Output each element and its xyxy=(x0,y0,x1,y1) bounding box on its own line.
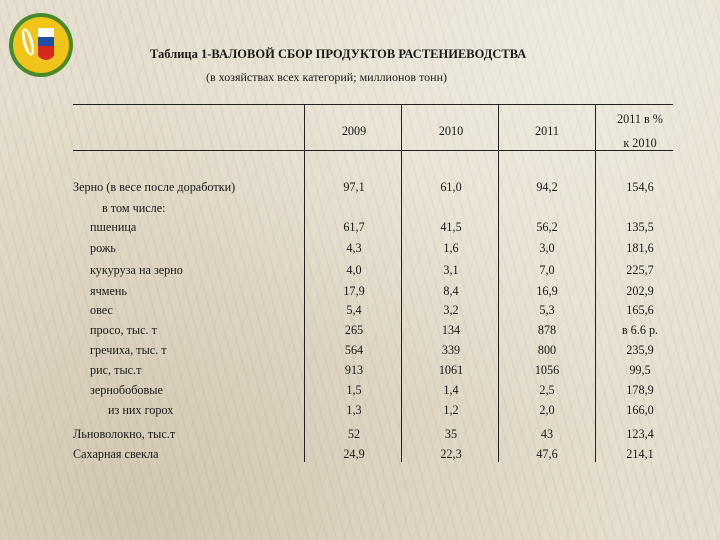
table-cell: 913 xyxy=(344,363,364,377)
row-label: из них горох xyxy=(108,403,174,417)
table-cell: 4,0 xyxy=(346,263,362,277)
table-cell: 97,1 xyxy=(343,180,365,194)
row-label: Сахарная свекла xyxy=(73,447,159,461)
table-cell: 61,7 xyxy=(343,220,365,234)
row-label: рожь xyxy=(90,241,116,255)
table-cell: 154,6 xyxy=(626,180,654,194)
table-cell: 166,0 xyxy=(626,403,654,417)
column-header-2011: 2011 xyxy=(535,124,559,138)
column-divider xyxy=(595,104,596,462)
row-label: Льноволокно, тыс.т xyxy=(73,427,176,441)
table-cell: 134 xyxy=(441,323,461,337)
table-cell: 202,9 xyxy=(626,284,654,298)
table-cell: 24,9 xyxy=(343,447,365,461)
table-top-rule xyxy=(73,104,673,105)
row-label: ячмень xyxy=(90,284,127,298)
table-cell: 41,5 xyxy=(440,220,462,234)
row-label: зернобобовые xyxy=(90,383,163,397)
column-divider xyxy=(498,104,499,462)
table-cell: 56,2 xyxy=(536,220,558,234)
table-cell: 3,1 xyxy=(443,263,459,277)
table-cell: 5,3 xyxy=(539,303,555,317)
column-header-2009: 2009 xyxy=(341,124,367,138)
table-cell: 3,2 xyxy=(443,303,459,317)
table-cell: 800 xyxy=(537,343,557,357)
table-cell: 52 xyxy=(347,427,361,441)
row-label: гречиха, тыс. т xyxy=(90,343,167,357)
table-cell: 1061 xyxy=(438,363,464,377)
table-cell: 1,4 xyxy=(443,383,459,397)
row-label: просо, тыс. т xyxy=(90,323,157,337)
table-cell: 35 xyxy=(444,427,458,441)
table-cell: 61,0 xyxy=(440,180,462,194)
table-header-rule xyxy=(73,150,673,151)
table-cell: 2,0 xyxy=(539,403,555,417)
table-cell: 878 xyxy=(537,323,557,337)
column-header-percent: 2011 в % xyxy=(617,112,663,126)
table-cell: 564 xyxy=(344,343,364,357)
row-label: пшеница xyxy=(90,220,137,234)
row-label: овес xyxy=(90,303,113,317)
table-cell: 123,4 xyxy=(626,427,654,441)
table-cell: 181,6 xyxy=(626,241,654,255)
table-cell: 99,5 xyxy=(629,363,651,377)
table-cell: 22,3 xyxy=(440,447,462,461)
table-cell: 1056 xyxy=(534,363,560,377)
row-label: в том числе: xyxy=(102,201,166,215)
table-cell: 1,2 xyxy=(443,403,459,417)
row-label: кукуруза на зерно xyxy=(90,263,183,277)
table-cell: 1,3 xyxy=(346,403,362,417)
table-cell: 165,6 xyxy=(626,303,654,317)
row-label: рис, тыс.т xyxy=(90,363,142,377)
table-cell: 3,0 xyxy=(539,241,555,255)
table-cell: 135,5 xyxy=(626,220,654,234)
table-cell: 47,6 xyxy=(536,447,558,461)
column-divider xyxy=(401,104,402,462)
table-cell: 339 xyxy=(441,343,461,357)
table-cell: 178,9 xyxy=(626,383,654,397)
table-cell: 4,3 xyxy=(346,241,362,255)
column-divider xyxy=(304,104,305,462)
table-cell: 8,4 xyxy=(443,284,459,298)
table-cell: 235,9 xyxy=(626,343,654,357)
ministry-emblem-icon xyxy=(8,8,74,82)
table-cell: 5,4 xyxy=(346,303,362,317)
table-cell: 1,5 xyxy=(346,383,362,397)
column-header-percent-base: к 2010 xyxy=(623,136,657,150)
table-cell: 17,9 xyxy=(343,284,365,298)
table-cell: 94,2 xyxy=(536,180,558,194)
table-cell: 225,7 xyxy=(626,263,654,277)
table-cell: 1,6 xyxy=(443,241,459,255)
table-cell: 214,1 xyxy=(626,447,654,461)
table-cell: 43 xyxy=(540,427,554,441)
table-cell: 16,9 xyxy=(536,284,558,298)
table-cell: 2,5 xyxy=(539,383,555,397)
table-cell: в 6.6 р. xyxy=(621,323,659,337)
column-header-2010: 2010 xyxy=(438,124,464,138)
page-subtitle: (в хозяйствах всех категорий; миллионов тонн) xyxy=(206,70,447,84)
row-label: Зерно (в весе после доработки) xyxy=(73,180,236,194)
table-cell: 7,0 xyxy=(539,263,555,277)
page-title: Таблица 1-ВАЛОВОЙ СБОР ПРОДУКТОВ РАСТЕНИЕВОДСТВА xyxy=(150,47,527,61)
table-cell: 265 xyxy=(344,323,364,337)
